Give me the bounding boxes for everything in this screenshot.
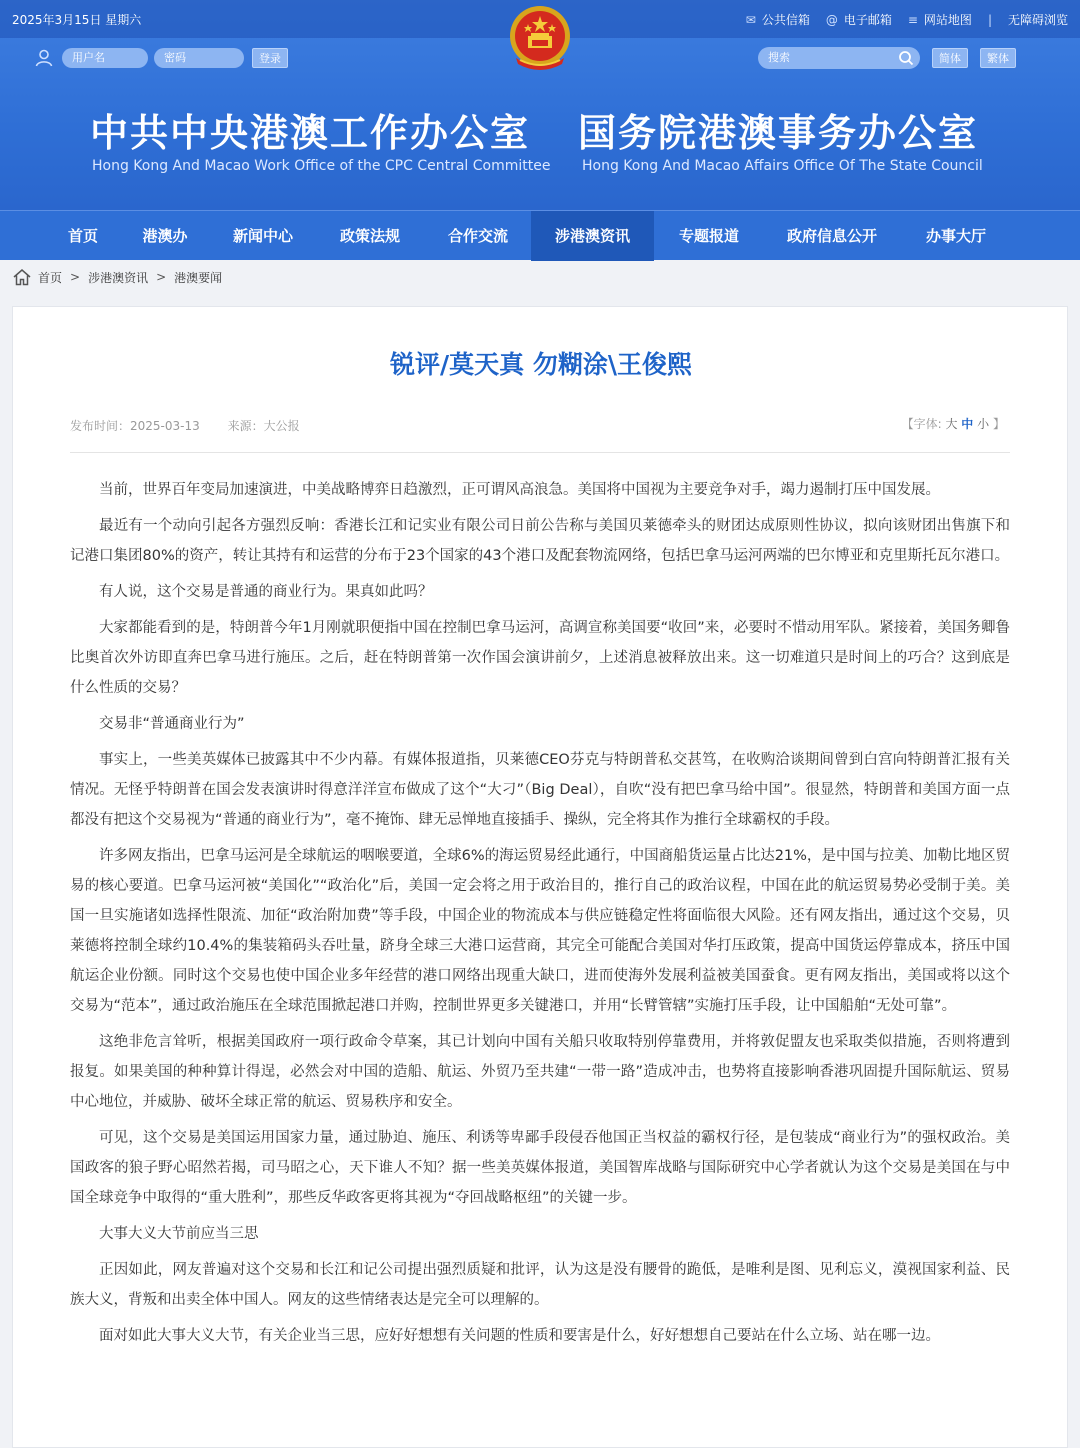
publish-time: 发布时间：2025-03-13 <box>70 419 200 433</box>
main-nav <box>0 210 1080 260</box>
public-mailbox-label: 公共信箱 <box>761 13 810 27</box>
font-size-small-button[interactable]: 小 <box>977 417 990 431</box>
nav-item-cooperation[interactable]: 合作交流 <box>447 227 508 245</box>
site-header <box>0 0 1080 210</box>
public-mailbox-link[interactable] <box>746 11 810 28</box>
login-button[interactable]: 登录 <box>252 48 288 68</box>
article-paragraph: 可见，这个交易是美国运用国家力量，通过胁迫、施压、利诱等卑鄙手段侵吞他国正当权益的霸权行径，是包装成“商业行为”的强权政治。美国政客的狼子野心昭然若揭，司马昭之心，天下谁人不知？据一些美英媒体报道，美国智库战略与国际研究中心学者就认为这个交易是美国在与中国全球竞争中取得的“重大胜利”，那些反华政客更将其视为“夺回战略枢纽”的关键一步。 <box>70 1130 1010 1206</box>
font-size-switcher <box>902 415 1005 432</box>
font-size-prefix: 【字体: <box>901 417 942 431</box>
nav-item-policy[interactable]: 政策法规 <box>339 227 400 245</box>
article-paragraph: 面对如此大事大义大节，有关企业当三思，应好好想想有关问题的性质和要害是什么，好好想想自己要站在什么立场、站在哪一边。 <box>99 1328 940 1344</box>
login-row <box>34 48 288 68</box>
office2-title-en: Hong Kong And Macao Affairs Office Of The State Council <box>582 158 983 174</box>
mail-icon: ✉ <box>745 12 756 27</box>
article-paragraph: 当前，世界百年变局加速演进，中美战略博弈日趋激烈，正可谓风高浪急。美国将中国视为主要竞争对手，竭力遏制打压中国发展。 <box>99 482 940 498</box>
traditional-chinese-button[interactable]: 繁体 <box>980 48 1016 68</box>
article-subheading: 交易非“普通商业行为” <box>99 716 245 732</box>
divider: | <box>987 12 992 27</box>
top-links <box>730 11 1068 28</box>
at-icon: @ <box>825 12 838 27</box>
nav-item-home[interactable]: 首页 <box>67 227 98 245</box>
office1-title-en: Hong Kong And Macao Work Office of the CPC Central Committee <box>92 158 551 174</box>
article-paragraph: 事实上，一些美英媒体已披露其中不少内幕。有媒体报道指，贝莱德CEO芬克与特朗普私交甚笃，在收购洽谈期间曾到白宫向特朗普汇报有关情况。无怪乎特朗普在国会发表演讲时得意洋洋宣布做成了这个“大刁”（Big Deal），自吹“没有把巴拿马给中国”。很显然，特朗普和美国方面一点都没有把这个交易视为“普通的商业行为”，毫不掩饰、肆无忌惮地直接插手、操纵，完全将其作为推行全球霸权的手段。 <box>70 752 1010 828</box>
menu-icon: ≡ <box>907 12 918 27</box>
article-container <box>12 306 1068 1448</box>
article-body <box>70 475 1010 1357</box>
search-icon[interactable] <box>898 50 914 66</box>
article-paragraph: 这绝非危言耸听，根据美国政府一项行政命令草案，其已计划向中国有关船只收取特别停靠费用，并将敦促盟友也采取类似措施，否则将遭到报复。如果美国的种种算计得逞，必然会对中国的造船、航运、外贸乃至共建“一带一路”造成冲击，也势将直接影响香港巩固提升国际航运、贸易中心地位，并威胁、破坏全球正常的航运、贸易秩序和安全。 <box>70 1034 1010 1110</box>
search-row <box>758 47 1016 69</box>
simplified-chinese-button[interactable]: 简体 <box>932 48 968 68</box>
username-input[interactable]: 用户名 <box>62 48 148 68</box>
sitemap-label: 网站地图 <box>923 13 972 27</box>
article-title: 锐评/莫天真 勿糊涂\王俊熙 <box>390 350 692 379</box>
article-paragraph: 最近有一个动向引起各方强烈反响：香港长江和记实业有限公司日前公告称与美国贝莱德牵头的财团达成原则性协议，拟向该财团出售旗下和记港口集团80%的资产，转让其持有和运营的分布于23个国家的43个港口及配套物流网络，包括巴拿马运河两端的巴尔博亚和克里斯托瓦尔港口。 <box>70 518 1010 564</box>
sitemap-link[interactable] <box>908 11 972 28</box>
font-size-suffix: 】 <box>992 417 1005 431</box>
search-placeholder: 搜索 <box>768 51 790 64</box>
user-icon <box>34 48 54 68</box>
article-meta <box>70 417 324 434</box>
email-link[interactable] <box>826 11 892 28</box>
title-divider <box>70 452 1010 453</box>
search-input[interactable] <box>758 47 920 69</box>
font-size-large-button[interactable]: 大 <box>945 417 958 431</box>
article-paragraph: 正因如此，网友普遍对这个交易和长江和记公司提出强烈质疑和批评，认为这是没有腰骨的跪低，是唯利是图、见利忘义，漠视国家利益、民族大义，背叛和出卖全体中国人。网友的这些情绪表达是完全可以理解的。 <box>70 1262 1010 1308</box>
breadcrumb-home[interactable]: 首页 <box>38 270 63 285</box>
accessibility-label: 无障碍浏览 <box>1007 13 1068 27</box>
accessibility-link[interactable] <box>1008 11 1068 28</box>
article-source: 来源：大公报 <box>227 419 300 433</box>
home-icon[interactable] <box>12 268 32 286</box>
office2-title-cn: 国务院港澳事务办公室 <box>578 111 979 155</box>
breadcrumb-separator: > <box>70 270 81 284</box>
nav-item-hkmao[interactable]: 港澳办 <box>142 227 188 245</box>
nav-item-hkmacao-info[interactable]: 涉港澳资讯 <box>531 211 654 261</box>
article-subheading: 大事大义大节前应当三思 <box>99 1226 259 1242</box>
office1-title-cn: 中共中央港澳工作办公室 <box>90 111 531 155</box>
nav-item-news[interactable]: 新闻中心 <box>232 227 293 245</box>
breadcrumb-hkmacao-news[interactable]: 港澳要闻 <box>174 270 223 285</box>
nav-item-service-hall[interactable]: 办事大厅 <box>925 227 986 245</box>
current-date: 2025年3月15日 星期六 <box>12 13 142 27</box>
article-paragraph: 许多网友指出，巴拿马运河是全球航运的咽喉要道，全球6%的海运贸易经此通行，中国商船货运量占比达21%，是中国与拉美、加勒比地区贸易的核心要道。巴拿马运河被“美国化”“政治化”后，美国一定会将之用于政治目的，推行自己的政治议程，中国在此的航运贸易势必受制于美。美国一旦实施诸如选择性限流、加征“政治附加费”等手段，中国企业的物流成本与供应链稳定性将面临很大风险。还有网友指出，通过这个交易，贝莱德将控制全球约10.4%的集装箱码头吞吐量，跻身全球三大港口运营商，其完全可能配合美国对华打压政策，提高中国货运停靠成本，挤压中国航运企业份额。同时这个交易也使中国企业多年经营的港口网络出现重大缺口，进而使海外发展利益被美国蚕食。更有网友指出，美国或将以这个交易为“范本”，通过政治施压在全球范围掀起港口并购，控制世界更多关键港口，并用“长臂管辖”实施打压手段，让中国船舶“无处可靠”。 <box>70 848 1010 1014</box>
breadcrumb-separator: > <box>156 270 167 284</box>
article-paragraph: 大家都能看到的是，特朗普今年1月刚就职便指中国在控制巴拿马运河，高调宣称美国要“收回”来，必要时不惜动用军队。紧接着，美国务卿鲁比奥首次外访即直奔巴拿马进行施压。之后，赶在特朗普第一次作国会演讲前夕，上述消息被释放出来。这一切难道只是时间上的巧合？这到底是什么性质的交易？ <box>70 620 1010 696</box>
nav-item-special[interactable]: 专题报道 <box>678 227 739 245</box>
email-label: 电子邮箱 <box>843 13 892 27</box>
password-input[interactable]: 密码 <box>154 48 244 68</box>
article-paragraph: 有人说，这个交易是普通的商业行为。果真如此吗？ <box>99 584 433 600</box>
nav-item-gov-info[interactable]: 政府信息公开 <box>786 227 877 245</box>
breadcrumb-hkmacao-info[interactable]: 涉港澳资讯 <box>88 270 149 285</box>
national-emblem-icon <box>506 2 574 74</box>
font-size-medium-button[interactable]: 中 <box>961 417 974 431</box>
breadcrumb <box>12 268 222 286</box>
